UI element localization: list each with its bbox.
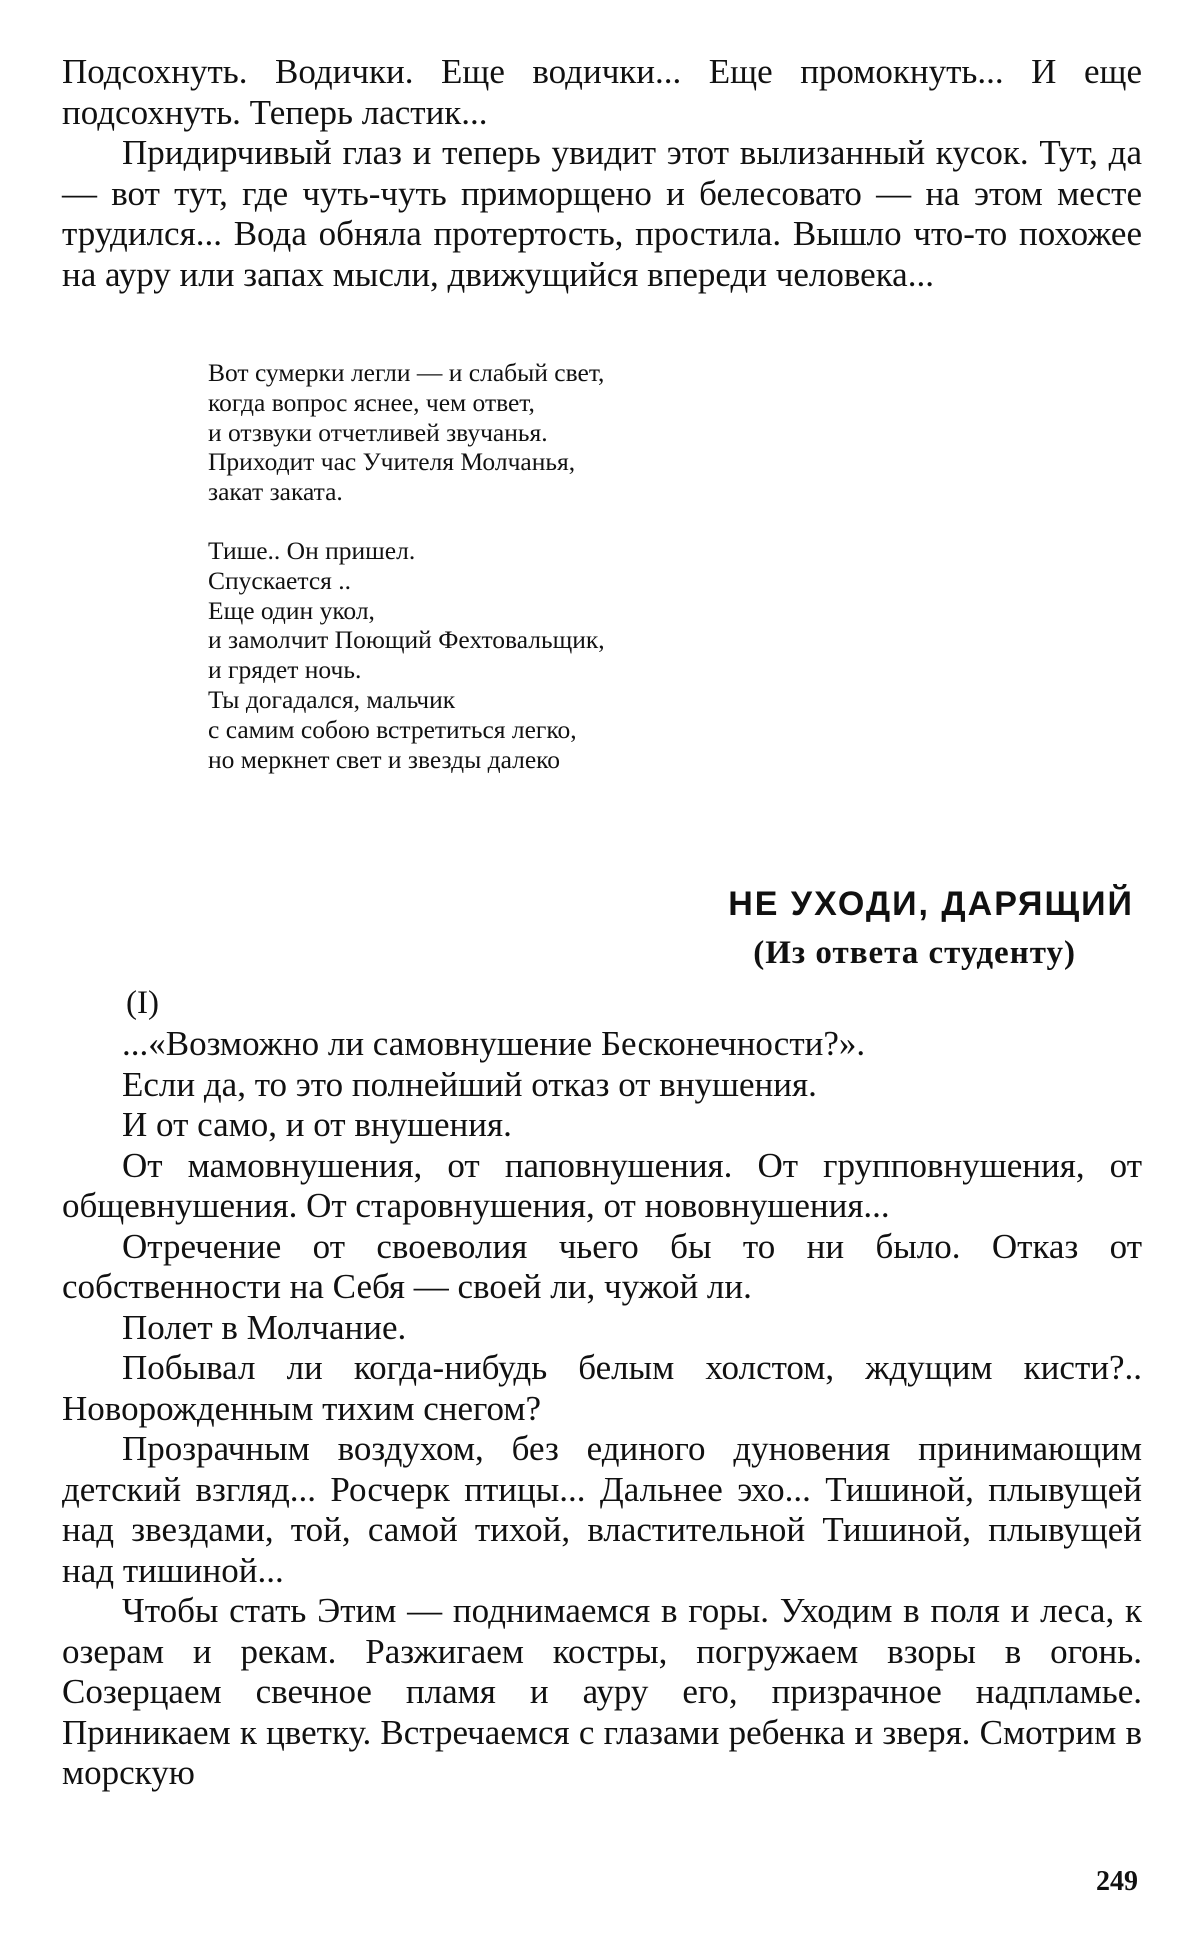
paragraph: ...«Возможно ли самовнушение Бесконечности?». xyxy=(122,1024,866,1063)
paragraph: И от само, и от внушения. xyxy=(122,1105,512,1144)
paragraph: От мамовнушения, от паповнушения. От групповнушения, от общевнушения. От старовнушения, от нововнушения... xyxy=(62,1145,1142,1225)
verse-line: закат заката. xyxy=(208,477,343,507)
paragraph: Полет в Молчание. xyxy=(122,1307,407,1347)
paragraph: Чтобы стать Этим — поднимаемся в горы. Уходим в поля и леса, к озерам и рекам. Разжигаем костры, погружаем взоры в огонь. Созерцаем свечное пламя и ауру его, призрачное надпламье. Приникаем к цветку. Встречаемся с глазами ребенка и зверя. Смотрим в морскую xyxy=(62,1591,1142,1792)
verse-line: с самим собою встретиться легко, xyxy=(208,714,577,744)
verse-line: когда вопрос яснее, чем ответ, xyxy=(208,387,535,417)
verse-line: и грядет ночь. xyxy=(208,655,362,685)
bottom-prose-block xyxy=(62,1024,1142,1794)
poem-stanza-2 xyxy=(208,536,928,774)
verse-line: Приходит час Учителя Молчанья, xyxy=(208,447,576,477)
section-subtitle: (Из ответа студенту) xyxy=(753,935,1076,971)
verse-line: Ты догадался, мальчик xyxy=(208,684,456,714)
paragraph: Отречение от своеволия чьего бы то ни было. Отказ от собственности на Себя — своей ли, чужой ли. xyxy=(62,1226,1142,1306)
verse-line: и замолчит Поющий Фехтовальщик, xyxy=(208,625,605,655)
verse-line: Еще один укол, xyxy=(208,595,375,625)
verse-line: Вот сумерки легли — и слабый свет, xyxy=(208,358,605,387)
section-number: (I) xyxy=(126,985,159,1021)
poem-stanza-1 xyxy=(208,358,928,507)
paragraph: Подсохнуть. Водички. Еще водички... Еще промокнуть... И еще подсохнуть. Теперь ластик... xyxy=(62,52,1142,132)
verse-line: Спускается .. xyxy=(208,565,351,595)
section-title: НЕ УХОДИ, ДАРЯЩИЙ xyxy=(728,885,1134,923)
verse-line: но меркнет свет и звезды далеко xyxy=(208,744,561,774)
paragraph: Если да, то это полнейший отказ от внушения. xyxy=(122,1064,817,1104)
top-prose-block xyxy=(62,52,1142,295)
paragraph: Прозрачным воздухом, без единого дуновения принимающим детский взгляд... Росчерк птицы... Дальнее эхо... Тишиной, плывущей над звездами, той, самой тихой, властительной Тишиной, плывущей над тишиной... xyxy=(62,1429,1142,1590)
paragraph: Придирчивый глаз и теперь увидит этот вылизанный кусок. Тут, да — вот тут, где чуть-чуть приморщено и белесовато — на этом месте трудился... Вода обняла протертость, простила. Вышло что-то похожее на ауру или запах мысли, движущийся впереди человека... xyxy=(62,133,1142,294)
verse-line: и отзвуки отчетливей звучанья. xyxy=(208,417,548,447)
verse-line: Тише.. Он пришел. xyxy=(208,536,416,565)
page-number: 249 xyxy=(1096,1866,1138,1897)
paragraph: Побывал ли когда-нибудь белым холстом, ждущим кисти?.. Новорожденным тихим снегом? xyxy=(62,1348,1142,1428)
